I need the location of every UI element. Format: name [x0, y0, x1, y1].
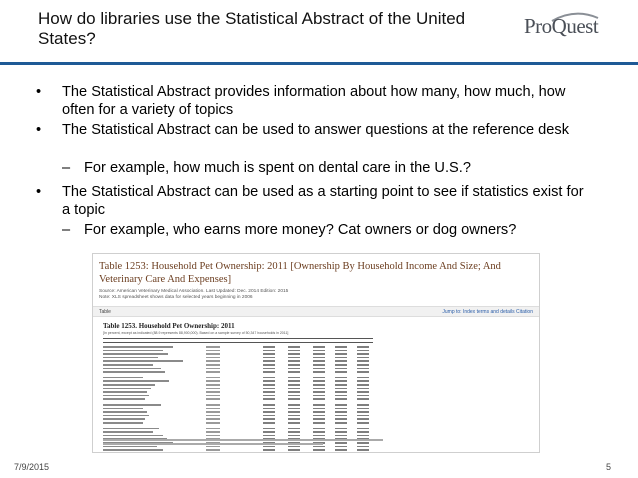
row-unit	[206, 360, 220, 362]
row-value	[313, 411, 325, 413]
sub-bullet-text: For example, how much is spent on dental care in the U.S.?	[84, 160, 471, 176]
proquest-logo	[524, 12, 624, 42]
row-value	[313, 431, 325, 433]
footer-date: 7/9/2015	[14, 462, 50, 472]
row-value	[288, 350, 300, 352]
row-unit	[206, 357, 220, 359]
row-value	[313, 408, 325, 410]
row-unit	[206, 431, 220, 433]
row-value	[335, 360, 347, 362]
row-label	[103, 449, 163, 451]
row-value	[357, 404, 369, 406]
row-value	[357, 384, 369, 386]
row-value	[288, 422, 300, 424]
row-value	[288, 398, 300, 400]
row-unit	[206, 346, 220, 348]
row-value	[263, 368, 275, 370]
row-value	[357, 368, 369, 370]
row-label	[103, 391, 147, 393]
row-value	[335, 350, 347, 352]
row-value	[263, 431, 275, 433]
row-label	[103, 415, 149, 417]
row-value	[335, 418, 347, 420]
row-value	[357, 435, 369, 437]
table-row	[103, 346, 373, 348]
row-value	[263, 384, 275, 386]
row-value	[357, 377, 369, 379]
sub-bullet-dash: –	[62, 160, 71, 176]
table-document-subtitle: [In percent, except as indicated (88.9 represents 88,900,000). Based on a sample survey of 50,347 households in 2011]	[103, 331, 289, 335]
row-value	[313, 404, 325, 406]
sub-bullet-item	[62, 222, 516, 240]
row-value	[357, 353, 369, 355]
row-value	[335, 368, 347, 370]
row-value	[335, 377, 347, 379]
row-value	[357, 446, 369, 448]
table-row	[103, 384, 373, 386]
row-value	[335, 388, 347, 390]
row-value	[313, 449, 325, 451]
row-value	[335, 422, 347, 424]
row-unit	[206, 391, 220, 393]
row-value	[313, 350, 325, 352]
bullet-text: The Statistical Abstract provides information about how many, how much, how often for a variety of topics	[62, 84, 566, 118]
row-value	[263, 353, 275, 355]
row-value	[357, 442, 369, 444]
row-label	[103, 377, 143, 379]
row-value	[263, 380, 275, 382]
row-label	[103, 431, 153, 433]
row-unit	[206, 364, 220, 366]
row-value	[288, 353, 300, 355]
row-value	[288, 357, 300, 359]
screenshot-heading: Table 1253: Household Pet Ownership: 2011 [Ownership By Household Income And Size; And Veterinary Care And Expenses]	[99, 261, 501, 285]
row-value	[357, 449, 369, 451]
row-label	[103, 357, 158, 359]
table-row	[103, 398, 373, 400]
row-unit	[206, 380, 220, 382]
row-value	[313, 398, 325, 400]
bullet-dot: •	[36, 84, 42, 100]
row-unit	[206, 384, 220, 386]
row-unit	[206, 415, 220, 417]
row-label	[103, 368, 161, 370]
row-value	[288, 418, 300, 420]
row-unit	[206, 428, 220, 430]
table-document-title: Table 1253. Household Pet Ownership: 2011	[103, 322, 235, 330]
table-row	[103, 357, 373, 359]
row-value	[357, 418, 369, 420]
row-value	[335, 435, 347, 437]
row-unit	[206, 422, 220, 424]
row-value	[335, 346, 347, 348]
row-value	[313, 388, 325, 390]
slide-title: How do libraries use the Statistical Abstract of the United States?	[38, 9, 466, 48]
row-value	[288, 395, 300, 397]
row-value	[357, 371, 369, 373]
row-value	[335, 404, 347, 406]
row-unit	[206, 404, 220, 406]
row-label	[103, 398, 145, 400]
row-value	[288, 380, 300, 382]
screenshot-jump-links: Jump to: Index terms and details Citation	[442, 309, 533, 315]
table-row	[103, 422, 373, 424]
row-value	[335, 431, 347, 433]
row-value	[335, 364, 347, 366]
row-value	[313, 384, 325, 386]
bullet-text: The Statistical Abstract can be used to answer questions at the reference desk	[62, 122, 570, 138]
row-value	[335, 380, 347, 382]
slide-header	[0, 0, 638, 62]
row-value	[288, 364, 300, 366]
row-value	[263, 398, 275, 400]
row-value	[335, 446, 347, 448]
row-value	[288, 388, 300, 390]
row-label	[103, 364, 153, 366]
row-value	[263, 388, 275, 390]
row-unit	[206, 388, 220, 390]
row-unit	[206, 353, 220, 355]
table-row	[103, 415, 373, 417]
row-value	[357, 408, 369, 410]
row-value	[263, 428, 275, 430]
table-row	[103, 431, 373, 433]
table-header-rule	[103, 338, 373, 343]
row-value	[313, 346, 325, 348]
table-row	[103, 408, 373, 410]
row-unit	[206, 435, 220, 437]
row-label	[103, 411, 147, 413]
row-value	[357, 431, 369, 433]
table-row	[103, 380, 373, 382]
table-row	[103, 395, 373, 397]
row-value	[288, 431, 300, 433]
row-value	[357, 388, 369, 390]
row-value	[335, 371, 347, 373]
screenshot-note: Note: XLS spreadsheet shows data for selected years beginning in 2006	[99, 295, 253, 300]
row-value	[263, 415, 275, 417]
table-footnote-line	[103, 443, 323, 445]
row-value	[288, 415, 300, 417]
row-value	[357, 364, 369, 366]
row-value	[288, 446, 300, 448]
row-label	[103, 350, 163, 352]
row-value	[313, 353, 325, 355]
row-value	[263, 360, 275, 362]
row-value	[313, 418, 325, 420]
row-value	[335, 398, 347, 400]
row-value	[288, 346, 300, 348]
table-row	[103, 368, 373, 370]
table-row	[103, 371, 373, 373]
row-value	[313, 435, 325, 437]
row-value	[263, 404, 275, 406]
screenshot-tab-bar	[93, 306, 539, 317]
row-value	[263, 350, 275, 352]
row-value	[313, 428, 325, 430]
bullet-item	[36, 122, 592, 140]
row-value	[357, 428, 369, 430]
row-label	[103, 380, 169, 382]
row-value	[357, 380, 369, 382]
row-value	[357, 391, 369, 393]
row-label	[103, 418, 145, 420]
table-row	[103, 435, 373, 437]
row-label	[103, 384, 155, 386]
row-value	[313, 357, 325, 359]
row-value	[263, 422, 275, 424]
row-value	[263, 408, 275, 410]
row-value	[357, 395, 369, 397]
row-value	[288, 360, 300, 362]
row-value	[288, 428, 300, 430]
table-row	[103, 446, 373, 448]
row-value	[263, 371, 275, 373]
row-label	[103, 404, 161, 406]
row-value	[263, 435, 275, 437]
sub-bullet-item	[62, 160, 471, 178]
row-value	[335, 442, 347, 444]
row-value	[335, 428, 347, 430]
page-number: 5	[606, 462, 612, 472]
row-label	[103, 360, 183, 362]
row-value	[288, 404, 300, 406]
row-unit	[206, 377, 220, 379]
row-value	[263, 418, 275, 420]
row-value	[263, 395, 275, 397]
row-unit	[206, 411, 220, 413]
row-value	[335, 408, 347, 410]
table-row	[103, 360, 373, 362]
row-label	[103, 446, 157, 448]
row-value	[313, 364, 325, 366]
row-value	[313, 380, 325, 382]
row-unit	[206, 418, 220, 420]
title-divider	[0, 62, 638, 65]
sub-bullet-dash: –	[62, 222, 71, 238]
row-unit	[206, 350, 220, 352]
row-value	[357, 398, 369, 400]
row-value	[263, 446, 275, 448]
row-value	[288, 449, 300, 451]
screenshot-source: Source: American Veterinary Medical Association. Last Updated: Dec. 2014 Edition: 2015	[99, 289, 289, 294]
row-value	[313, 368, 325, 370]
row-unit	[206, 398, 220, 400]
bullet-item	[36, 184, 592, 219]
row-label	[103, 395, 149, 397]
row-value	[357, 411, 369, 413]
statistical-abstract-screenshot	[92, 253, 540, 453]
row-unit	[206, 408, 220, 410]
row-value	[288, 377, 300, 379]
row-value	[313, 415, 325, 417]
row-value	[357, 360, 369, 362]
table-image	[103, 338, 373, 450]
row-label	[103, 346, 173, 348]
row-label	[103, 428, 159, 430]
row-value	[335, 353, 347, 355]
logo-wordmark: ProQuest	[524, 14, 599, 38]
table-row	[103, 364, 373, 366]
row-value	[313, 377, 325, 379]
table-row	[103, 411, 373, 413]
row-value	[263, 391, 275, 393]
row-value	[357, 357, 369, 359]
bullet-item	[36, 84, 582, 119]
row-value	[288, 368, 300, 370]
row-unit	[206, 449, 220, 451]
row-value	[288, 391, 300, 393]
row-value	[335, 415, 347, 417]
row-value	[288, 435, 300, 437]
row-value	[263, 411, 275, 413]
row-value	[357, 415, 369, 417]
row-value	[263, 346, 275, 348]
row-label	[103, 371, 165, 373]
row-unit	[206, 395, 220, 397]
row-value	[357, 422, 369, 424]
row-unit	[206, 446, 220, 448]
row-unit	[206, 371, 220, 373]
table-row	[103, 404, 373, 406]
bullet-dot: •	[36, 122, 42, 138]
row-value	[313, 395, 325, 397]
row-label	[103, 388, 151, 390]
screenshot-meta	[99, 289, 288, 301]
bullet-text: The Statistical Abstract can be used as a starting point to see if statistics exist for a topic	[62, 184, 584, 218]
row-label	[103, 422, 143, 424]
row-value	[335, 411, 347, 413]
row-value	[288, 408, 300, 410]
row-value	[357, 350, 369, 352]
row-value	[335, 395, 347, 397]
row-value	[313, 446, 325, 448]
table-row	[103, 428, 373, 430]
table-row	[103, 418, 373, 420]
table-row	[103, 377, 373, 379]
row-value	[357, 346, 369, 348]
row-value	[335, 391, 347, 393]
row-value	[288, 384, 300, 386]
row-value	[335, 357, 347, 359]
table-footnote-line	[103, 439, 383, 441]
table-row	[103, 449, 373, 451]
row-value	[335, 384, 347, 386]
row-value	[263, 377, 275, 379]
sub-bullet-text: For example, who earns more money? Cat owners or dog owners?	[84, 222, 517, 238]
table-row	[103, 350, 373, 352]
row-label	[103, 435, 163, 437]
table-row	[103, 388, 373, 390]
row-value	[288, 371, 300, 373]
row-value	[263, 357, 275, 359]
bullet-dot: •	[36, 184, 42, 200]
row-unit	[206, 368, 220, 370]
row-label	[103, 353, 168, 355]
row-value	[313, 422, 325, 424]
row-value	[313, 360, 325, 362]
table-row	[103, 353, 373, 355]
row-label	[103, 408, 143, 410]
row-value	[288, 411, 300, 413]
row-value	[263, 449, 275, 451]
row-value	[313, 371, 325, 373]
row-value	[335, 449, 347, 451]
tab-table: Table	[99, 309, 111, 315]
table-row	[103, 391, 373, 393]
row-value	[263, 364, 275, 366]
row-value	[313, 391, 325, 393]
